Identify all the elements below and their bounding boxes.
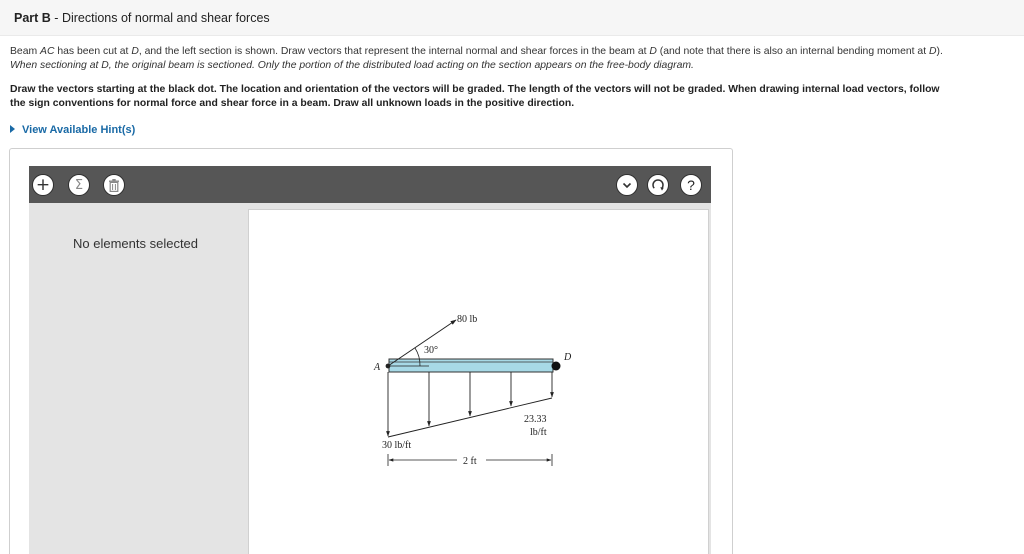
span-label: 2 ft — [463, 456, 477, 467]
plus-icon: + — [35, 174, 51, 195]
beam-section-ad — [389, 359, 553, 372]
beam-free-body-diagram — [249, 210, 710, 554]
sum-vectors-button[interactable] — [68, 174, 90, 196]
drawing-area-frame — [244, 203, 711, 554]
intro-var-d: D — [649, 46, 657, 57]
intro-text: When sectioning at — [10, 60, 102, 71]
element-properties-panel — [29, 203, 244, 554]
sigma-icon: Σ — [74, 177, 84, 193]
part-title — [14, 11, 270, 25]
help-button[interactable] — [680, 174, 702, 196]
force-label: 80 lb — [457, 314, 478, 325]
load-left-label: 30 lb/ft — [382, 440, 412, 451]
chevron-down-icon — [622, 182, 632, 189]
expand-triangle-icon — [10, 125, 15, 133]
part-separator: - — [50, 11, 62, 25]
point-a-label: A — [374, 362, 381, 373]
intro-text: (and note that there is also an internal bending moment at — [656, 46, 929, 57]
instructions-line-1: Draw the vectors starting at the black dot. The location and orientation of the vectors will be graded. The length of the vectors will not be graded. When drawing internal load vectors, follow — [10, 84, 940, 95]
delete-button[interactable] — [103, 174, 125, 196]
drawing-canvas[interactable] — [248, 209, 709, 554]
vector-drawing-widget — [9, 148, 733, 554]
intro-var-ac: AC — [40, 46, 55, 57]
intro-text: ). — [936, 46, 943, 57]
part-header — [0, 0, 1024, 36]
load-right-value: 23.33 — [524, 414, 547, 425]
angle-label: 30° — [424, 345, 438, 356]
intro-var-d: D — [101, 60, 109, 71]
black-dot-d[interactable] — [552, 362, 561, 371]
intro-line-2 — [10, 59, 694, 73]
part-label: Part B — [14, 11, 51, 25]
intro-text: , and the left section is shown. Draw vectors that represent the internal normal and shear forces in the beam at — [138, 46, 650, 57]
add-vector-button[interactable] — [32, 174, 54, 196]
intro-text: Beam — [10, 46, 41, 57]
view-hints-link[interactable] — [10, 124, 135, 136]
question-mark-icon: ? — [687, 177, 695, 193]
options-dropdown-button[interactable] — [616, 174, 638, 196]
reset-button[interactable] — [647, 174, 669, 196]
trash-icon — [108, 179, 120, 192]
point-d-label: D — [564, 352, 572, 363]
drawing-toolbar — [29, 166, 711, 203]
instructions-line-2: the sign conventions for normal force and shear force in a beam. Draw all unknown loads in the positive direction. — [10, 98, 575, 109]
selection-status: No elements selected — [73, 236, 199, 251]
reset-icon — [651, 178, 665, 192]
load-right-unit: lb/ft — [530, 427, 547, 438]
intro-var-d: D — [928, 46, 937, 57]
view-hints-label: View Available Hint(s) — [22, 124, 136, 136]
intro-var-d: D — [131, 46, 139, 57]
intro-text: has been cut at — [54, 46, 132, 57]
part-title-text: Directions of normal and shear forces — [61, 11, 270, 25]
intro-line-1 — [10, 45, 943, 59]
intro-text: , the original beam is sectioned. Only the portion of the distributed load acting on the section appears on the free-body diagram. — [108, 60, 694, 71]
